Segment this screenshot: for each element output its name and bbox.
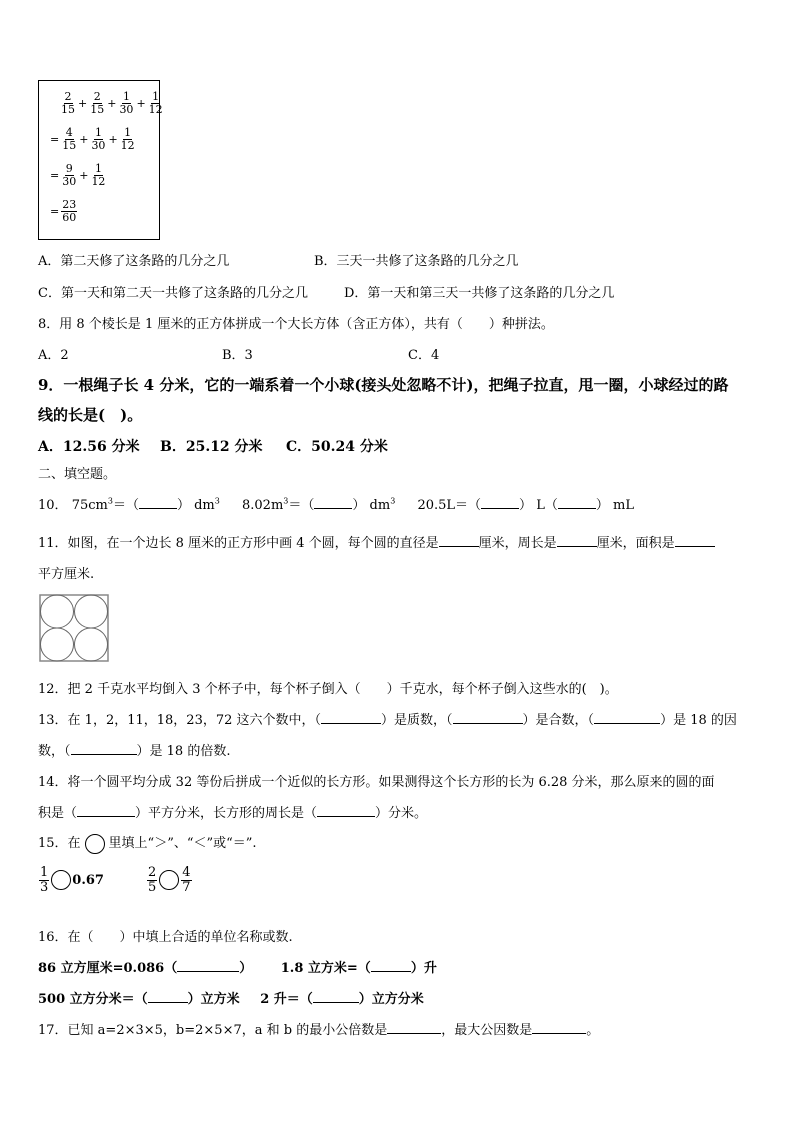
q7-option-b[interactable]: B．三天一共修了这条路的几分之几 xyxy=(314,254,519,269)
q9-option-a[interactable]: A．12.56 分米 xyxy=(38,439,140,455)
q16-row-1: 86 立方厘米=0.086（ ） 1.8 立方米=（ ）升 xyxy=(38,961,437,976)
q17-answer-blank[interactable] xyxy=(532,1033,586,1034)
q15-comparison-2: $\frac{2}{5}$ $\frac{4}{7}$ xyxy=(148,865,191,895)
compare-circle-answer[interactable] xyxy=(51,870,71,890)
q8-option-c[interactable]: C．4 xyxy=(408,348,440,363)
q14-answer-blank[interactable] xyxy=(317,816,375,817)
q15-comparison-1: $\frac{1}{3}$ 0.67 xyxy=(40,865,104,895)
q12-question: 12．把 2 千克水平均倒入 3 个杯子中，每个杯子倒入（ ）千克水，每个杯子倒入这些水的( )。 xyxy=(38,682,618,697)
q7-option-a[interactable]: A．第二天修了这条路的几分之几 xyxy=(38,254,230,269)
q13-answer-blank[interactable] xyxy=(321,723,381,724)
q11-question-line1: 11．如图，在一个边长 8 厘米的正方形中画 4 个圆，每个圆的直径是 厘米，周长是 厘米，面积是 xyxy=(38,532,715,551)
q13-question-line1: 13．在 1，2，11，18，23，72 这六个数中，（ ）是质数，（ ）是合数，（ ）是 18 的因 xyxy=(38,713,737,728)
q8-option-a[interactable]: A．2 xyxy=(38,348,69,363)
q16-answer-blank[interactable] xyxy=(371,971,411,972)
q11-answer-blank[interactable] xyxy=(675,546,715,547)
q13-question-line2: 数，（ ）是 18 的倍数. xyxy=(38,744,231,759)
q7-option-d[interactable]: D．第一天和第三天一共修了这条路的几分之几 xyxy=(344,286,615,301)
q11-question-line2: 平方厘米. xyxy=(38,567,95,582)
q9-option-c[interactable]: C．50.24 分米 xyxy=(286,439,388,455)
q16-answer-blank[interactable] xyxy=(177,971,239,972)
q8-question: 8．用 8 个棱长是 1 厘米的正方体拼成一个大长方体（含正方体），共有（ ）种拼法。 xyxy=(38,317,554,332)
q15-question: 15．在 里填上“＞”、“＜”或“＝”. xyxy=(38,832,257,854)
fraction: $\frac{1}{30}$ xyxy=(119,90,134,116)
q10-answer-blank[interactable] xyxy=(314,508,352,509)
q16-row-2: 500 立方分米＝（ ）立方米 2 升＝（ ）立方分米 xyxy=(38,992,424,1007)
q10-answer-blank[interactable] xyxy=(139,508,177,509)
calc-row-1: $\frac{2}{15}$ + $\frac{2}{15}$ + $\frac{1}{30}$ + $\frac{1}{12}$ xyxy=(61,90,163,116)
q14-answer-blank[interactable] xyxy=(77,816,135,817)
compare-circle-answer[interactable] xyxy=(159,870,179,890)
q11-answer-blank[interactable] xyxy=(439,546,479,547)
q14-question-line2: 积是（ ）平方分米，长方形的周长是（ ）分米。 xyxy=(38,806,428,821)
q16-answer-blank[interactable] xyxy=(148,1002,188,1003)
q9-question-line1: 9．一根绳子长 4 分米，它的一端系着一个小球(接头处忽略不计)，把绳子拉直，甩一圈，小球经过的路 xyxy=(38,376,729,394)
q8-option-b[interactable]: B．3 xyxy=(222,348,253,363)
square-with-circles-figure xyxy=(39,594,109,666)
q14-question-line1: 14．将一个圆平均分成 32 等份后拼成一个近似的长方形。如果测得这个长方形的长为 6.28 分米，那么原来的圆的面 xyxy=(38,775,715,790)
fraction: $\frac{1}{12}$ xyxy=(148,90,163,116)
q10-answer-blank[interactable] xyxy=(558,508,596,509)
fraction: $\frac{2}{15}$ xyxy=(61,90,75,116)
q10-question: 10． $75cm^3=$（ ） $dm^3$ $8.02m^3=$（ ） $dm^3$ 20.5L＝（ ） L（ ） mL xyxy=(38,496,634,513)
q10-answer-blank[interactable] xyxy=(481,508,519,509)
q16-answer-blank[interactable] xyxy=(313,1002,359,1003)
q9-option-b[interactable]: B．25.12 分米 xyxy=(160,439,263,455)
calc-row-4: = $\frac{23}{60}$ xyxy=(50,198,77,224)
q17-answer-blank[interactable] xyxy=(387,1033,441,1034)
calc-row-2: = $\frac{4}{15}$ + $\frac{1}{30}$ + $\frac{1}{12}$ xyxy=(50,126,135,152)
q11-answer-blank[interactable] xyxy=(557,546,597,547)
calculation-box xyxy=(38,80,163,240)
q9-question-line2: 线的长是( )。 xyxy=(38,406,143,424)
q16-question: 16．在（ ）中填上合适的单位名称或数. xyxy=(38,930,293,945)
calc-row-3: = $\frac{9}{30}$ + $\frac{1}{12}$ xyxy=(50,162,106,188)
q13-answer-blank[interactable] xyxy=(71,754,137,755)
q17-question: 17．已知 a=2×3×5，b=2×5×7，a 和 b 的最小公倍数是 ，最大公因数是 。 xyxy=(38,1023,600,1038)
q13-answer-blank[interactable] xyxy=(453,723,523,724)
fraction: $\frac{2}{15}$ xyxy=(90,90,105,116)
q13-answer-blank[interactable] xyxy=(594,723,660,724)
q7-option-c[interactable]: C．第一天和第二天一共修了这条路的几分之几 xyxy=(38,286,308,301)
section-heading: 二、填空题。 xyxy=(38,467,117,482)
circle-symbol-icon xyxy=(85,834,105,854)
